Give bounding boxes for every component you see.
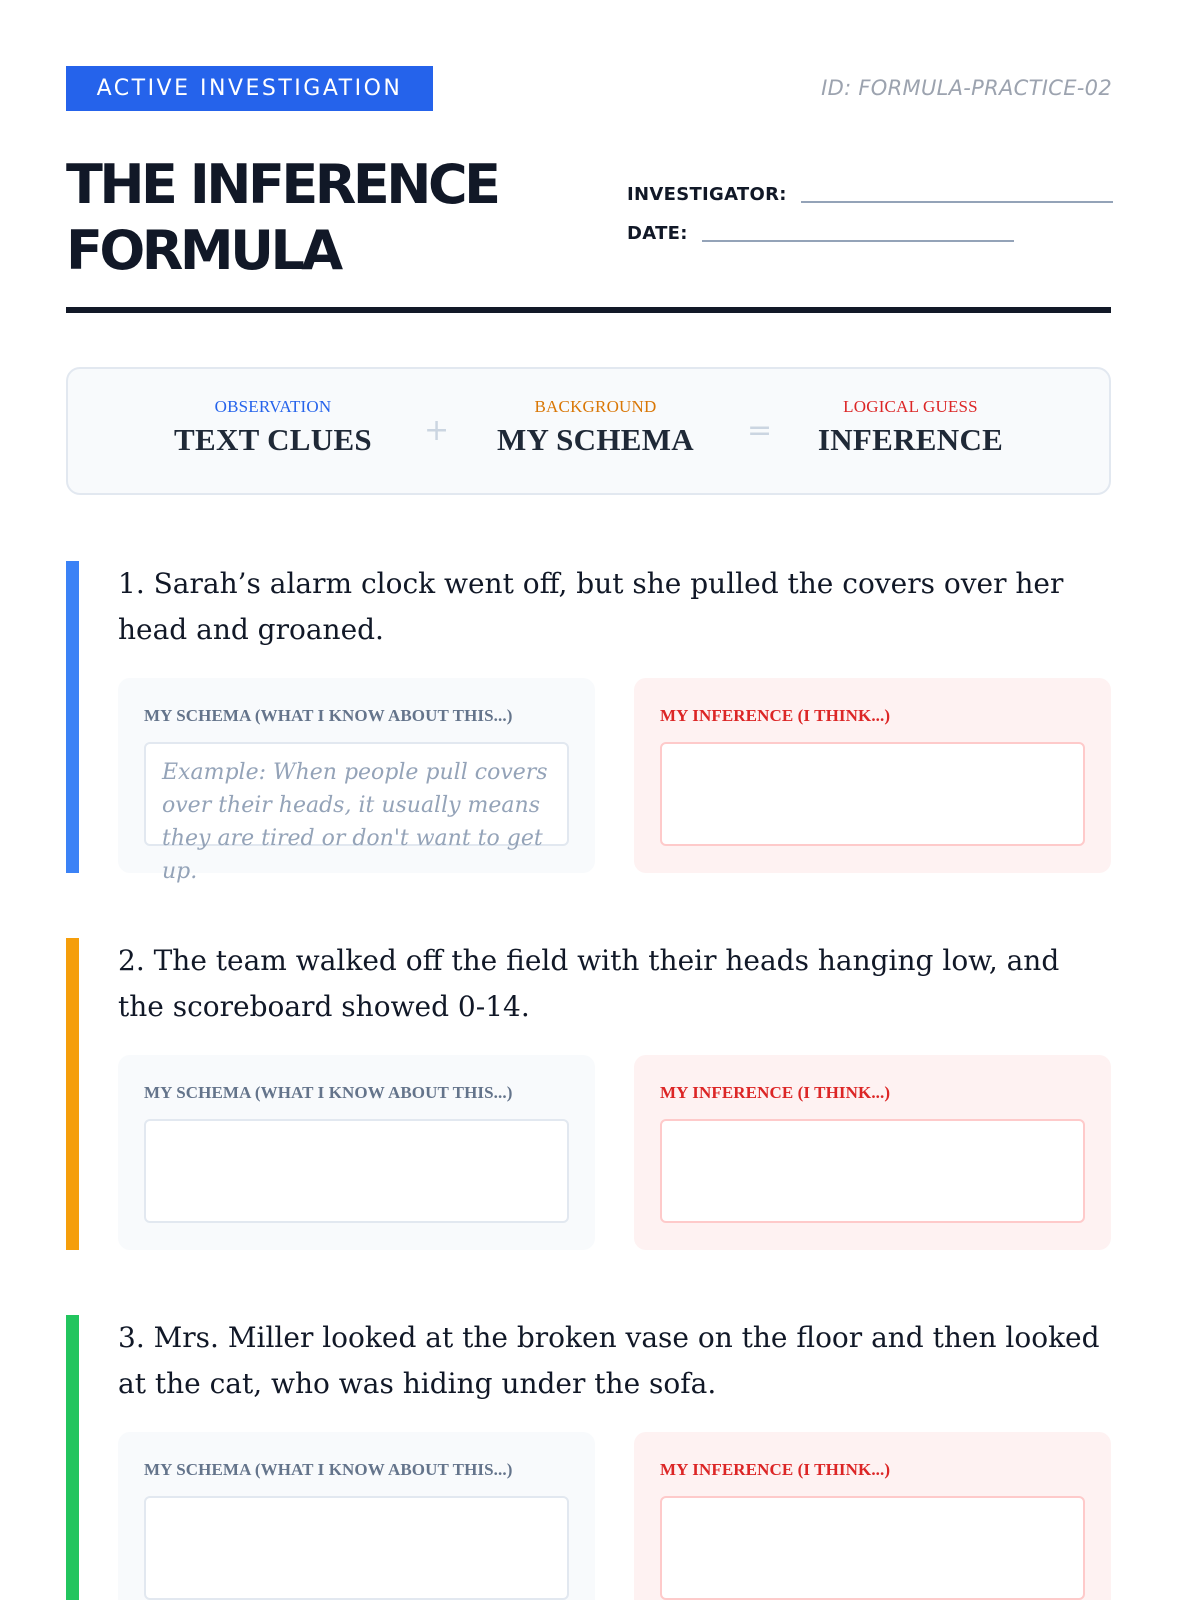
accent-bar <box>66 561 79 873</box>
question-2 <box>66 938 1111 1250</box>
inference-panel <box>634 1432 1111 1600</box>
background-label: BACKGROUND <box>534 397 657 416</box>
inference-panel <box>634 678 1111 873</box>
observation-label: OBSERVATION <box>214 397 332 416</box>
schema-panel <box>118 1055 595 1250</box>
date-field[interactable] <box>702 240 1014 242</box>
investigator-field[interactable] <box>801 201 1113 203</box>
question-text: 3. Mrs. Miller looked at the broken vase on the floor and then looked at the cat, who was hiding under the sofa. <box>118 1321 1100 1400</box>
document-id: ID: FORMULA-PRACTICE-02 <box>821 76 1112 100</box>
schema-panel <box>118 678 595 884</box>
date-label: DATE: <box>627 223 688 244</box>
schema-panel <box>118 1432 595 1600</box>
schema-answer-box[interactable] <box>144 1119 569 1223</box>
title-line-2: FORMULA <box>66 219 340 282</box>
inference-label: MY INFERENCE (I THINK...) <box>660 1460 891 1479</box>
inference-label: MY INFERENCE (I THINK...) <box>660 1083 891 1102</box>
schema-example: Example: When people pull covers over their heads, it usually means they are tired or don't want to get up. <box>162 760 548 884</box>
schema-answer-box[interactable] <box>144 1496 569 1600</box>
formula-background <box>488 397 703 458</box>
schema-label: MY SCHEMA (WHAT I KNOW ABOUT THIS...) <box>144 1083 513 1102</box>
accent-bar <box>66 1315 79 1600</box>
background-value: MY SCHEMA <box>496 422 694 457</box>
investigator-row <box>627 184 1113 205</box>
schema-label: MY SCHEMA (WHAT I KNOW ABOUT THIS...) <box>144 1460 513 1479</box>
formula-guess <box>808 397 1013 458</box>
inference-panel <box>634 1055 1111 1250</box>
question-text: 1. Sarah’s alarm clock went off, but she pulled the covers over her head and groaned. <box>118 567 1064 646</box>
guess-value: INFERENCE <box>817 422 1004 457</box>
observation-value: TEXT CLUES <box>174 422 372 457</box>
formula-observation <box>168 397 378 458</box>
status-badge: ACTIVE INVESTIGATION <box>66 66 433 111</box>
inference-answer-box[interactable] <box>660 742 1085 846</box>
inference-formula <box>66 367 1111 495</box>
investigator-label: INVESTIGATOR: <box>627 184 787 205</box>
page-title <box>66 152 606 284</box>
title-line-1: THE INFERENCE <box>66 153 498 216</box>
question-1 <box>66 561 1111 884</box>
question-3 <box>66 1315 1111 1600</box>
inference-label: MY INFERENCE (I THINK...) <box>660 706 891 725</box>
schema-answer-box[interactable] <box>144 742 569 884</box>
inference-answer-box[interactable] <box>660 1119 1085 1223</box>
guess-label: LOGICAL GUESS <box>843 397 978 416</box>
header-divider <box>66 307 1111 313</box>
accent-bar <box>66 938 79 1250</box>
inference-answer-box[interactable] <box>660 1496 1085 1600</box>
schema-label: MY SCHEMA (WHAT I KNOW ABOUT THIS...) <box>144 706 513 725</box>
date-row <box>627 223 1014 244</box>
plus-symbol: + <box>424 413 450 448</box>
equals-symbol: = <box>747 413 773 448</box>
question-text: 2. The team walked off the field with their heads hanging low, and the scoreboard showed 0-14. <box>118 944 1060 1023</box>
